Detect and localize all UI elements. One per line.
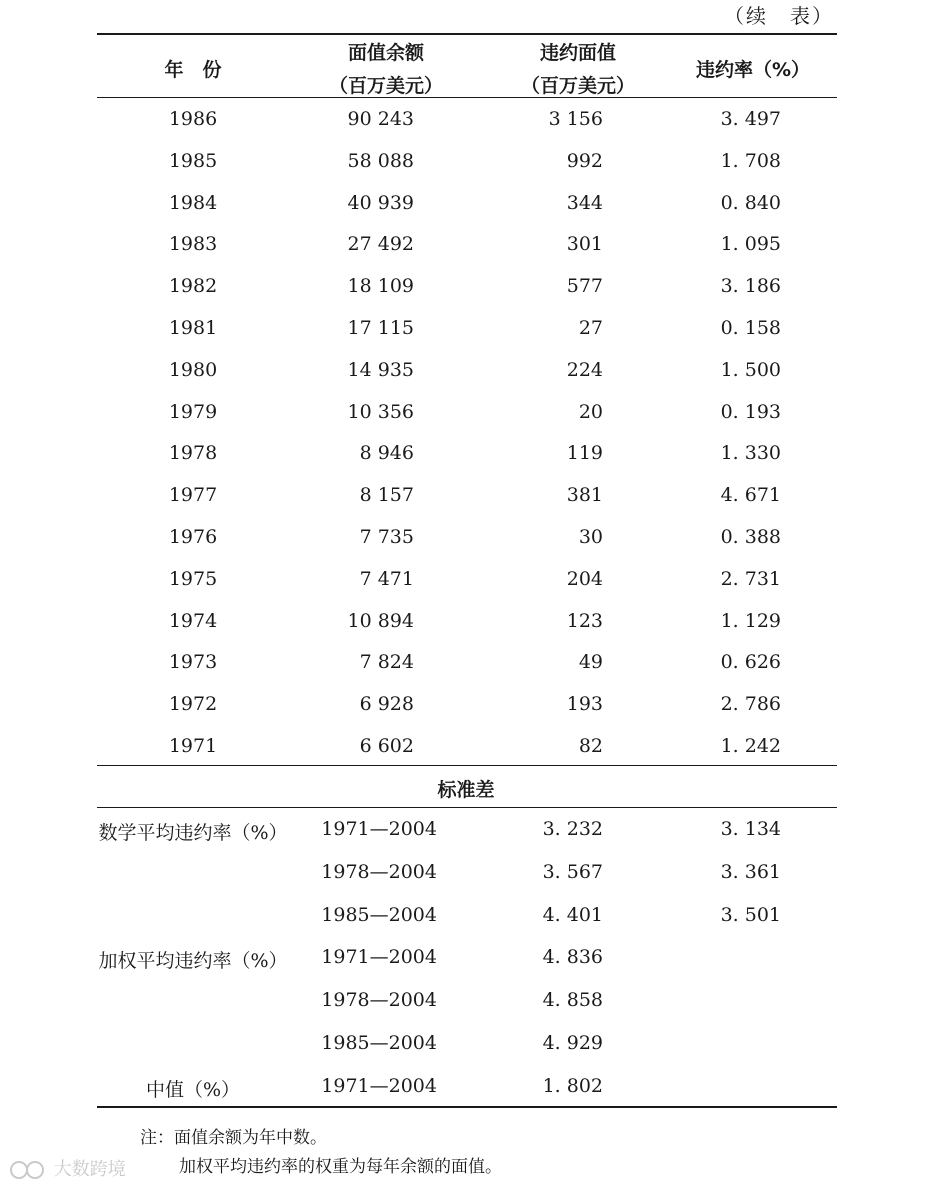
row-year: 1971 xyxy=(168,735,218,757)
row-rate: 2. 786 xyxy=(720,693,781,716)
row-default: 3 156 xyxy=(548,108,603,130)
row-default: 301 xyxy=(566,233,603,256)
row-year: 1980 xyxy=(168,358,218,381)
row-outstanding: 6 602 xyxy=(359,735,414,757)
stat-value: 3. 232 xyxy=(542,818,603,840)
row-rate: 0. 840 xyxy=(720,191,781,214)
row-outstanding: 27 492 xyxy=(347,233,414,256)
row-year: 1974 xyxy=(168,609,218,632)
row-rate: 1. 330 xyxy=(720,442,781,465)
row-default: 381 xyxy=(566,484,603,507)
row-rate: 1. 095 xyxy=(720,233,781,256)
row-rate: 3. 497 xyxy=(720,108,781,130)
header-year: 年 份 xyxy=(164,59,222,81)
row-year: 1972 xyxy=(168,693,218,716)
row-year: 1977 xyxy=(168,484,218,507)
stat-period: 1978—2004 xyxy=(321,989,437,1012)
row-outstanding: 14 935 xyxy=(347,358,414,381)
header-rate: 违约率（%） xyxy=(695,59,811,81)
row-default: 204 xyxy=(566,567,603,590)
watermark-logo-icon xyxy=(8,1159,48,1181)
row-year: 1982 xyxy=(168,275,218,298)
row-year: 1973 xyxy=(168,651,218,674)
stat-period: 1978—2004 xyxy=(321,860,437,883)
row-rate: 3. 186 xyxy=(720,275,781,298)
std-bottom-rule xyxy=(97,807,837,808)
stat-value: 4. 401 xyxy=(542,903,603,926)
row-outstanding: 17 115 xyxy=(347,317,414,339)
row-rate: 0. 626 xyxy=(720,651,781,674)
row-default: 30 xyxy=(578,526,603,548)
row-year: 1976 xyxy=(168,526,218,548)
row-default: 20 xyxy=(578,400,603,423)
row-default: 193 xyxy=(566,693,603,716)
row-outstanding: 10 894 xyxy=(347,609,414,632)
row-rate: 1. 708 xyxy=(720,149,781,172)
row-default: 992 xyxy=(566,149,603,172)
stat-value: 1. 802 xyxy=(542,1074,603,1097)
row-outstanding: 7 824 xyxy=(359,651,414,674)
header-default-line2: （百万美元） xyxy=(520,75,636,97)
row-rate: 1. 129 xyxy=(720,609,781,632)
table-bottom-rule xyxy=(97,1106,837,1108)
row-outstanding: 58 088 xyxy=(347,149,414,172)
table-top-rule xyxy=(97,33,837,35)
stat-period: 1971—2004 xyxy=(321,818,437,840)
std-title: 标准差 xyxy=(437,779,495,801)
row-rate: 2. 731 xyxy=(720,567,781,590)
row-default: 119 xyxy=(566,442,603,465)
row-default: 49 xyxy=(578,651,603,674)
row-year: 1983 xyxy=(168,233,218,256)
watermark xyxy=(8,1155,126,1181)
stat-std: 3. 361 xyxy=(720,860,781,883)
note-line-2: 加权平均违约率的权重为每年余额的面值。 xyxy=(179,1157,502,1177)
row-outstanding: 90 243 xyxy=(347,108,414,130)
row-rate: 1. 500 xyxy=(720,358,781,381)
stat-label: 加权平均违约率（%） xyxy=(98,950,288,973)
row-outstanding: 18 109 xyxy=(347,275,414,298)
header-default-line1: 违约面值 xyxy=(539,42,617,64)
row-year: 1985 xyxy=(168,149,218,172)
row-outstanding: 10 356 xyxy=(347,400,414,423)
stat-label: 数学平均违约率（%） xyxy=(98,822,288,844)
row-default: 82 xyxy=(578,735,603,757)
row-rate: 4. 671 xyxy=(720,484,781,507)
header-outstanding-line2: （百万美元） xyxy=(328,75,444,97)
stat-value: 4. 836 xyxy=(542,946,603,969)
row-outstanding: 8 157 xyxy=(359,484,414,507)
row-outstanding: 7 471 xyxy=(359,567,414,590)
row-default: 344 xyxy=(566,191,603,214)
stat-value: 4. 858 xyxy=(542,989,603,1012)
stat-std: 3. 134 xyxy=(720,818,781,840)
row-outstanding: 7 735 xyxy=(359,526,414,548)
row-year: 1981 xyxy=(168,317,218,339)
row-outstanding: 40 939 xyxy=(347,191,414,214)
row-default: 27 xyxy=(578,317,603,339)
row-rate: 0. 388 xyxy=(720,526,781,548)
stat-label: 中值（%） xyxy=(145,1078,241,1101)
row-outstanding: 6 928 xyxy=(359,693,414,716)
stat-std: 3. 501 xyxy=(720,903,781,926)
watermark-text: 大数跨境 xyxy=(53,1159,126,1180)
note-line-1: 注：面值余额为年中数。 xyxy=(140,1128,327,1148)
row-default: 224 xyxy=(566,358,603,381)
stat-period: 1971—2004 xyxy=(321,1074,437,1097)
row-year: 1978 xyxy=(168,442,218,465)
row-outstanding: 8 946 xyxy=(359,442,414,465)
row-default: 577 xyxy=(566,275,603,298)
row-rate: 1. 242 xyxy=(720,735,781,757)
stat-value: 4. 929 xyxy=(542,1032,603,1054)
stat-period: 1971—2004 xyxy=(321,946,437,969)
stat-period: 1985—2004 xyxy=(321,903,437,926)
row-default: 123 xyxy=(566,609,603,632)
stat-value: 3. 567 xyxy=(542,860,603,883)
continued-label: （续 表） xyxy=(724,4,834,28)
header-bottom-rule xyxy=(97,97,837,98)
header-outstanding-line1: 面值余额 xyxy=(347,42,425,64)
stat-period: 1985—2004 xyxy=(321,1032,437,1054)
std-top-rule xyxy=(97,765,837,766)
row-year: 1979 xyxy=(168,400,218,423)
row-rate: 0. 158 xyxy=(720,317,781,339)
row-year: 1975 xyxy=(168,567,218,590)
row-year: 1984 xyxy=(168,191,218,214)
row-year: 1986 xyxy=(168,108,218,130)
row-rate: 0. 193 xyxy=(720,400,781,423)
